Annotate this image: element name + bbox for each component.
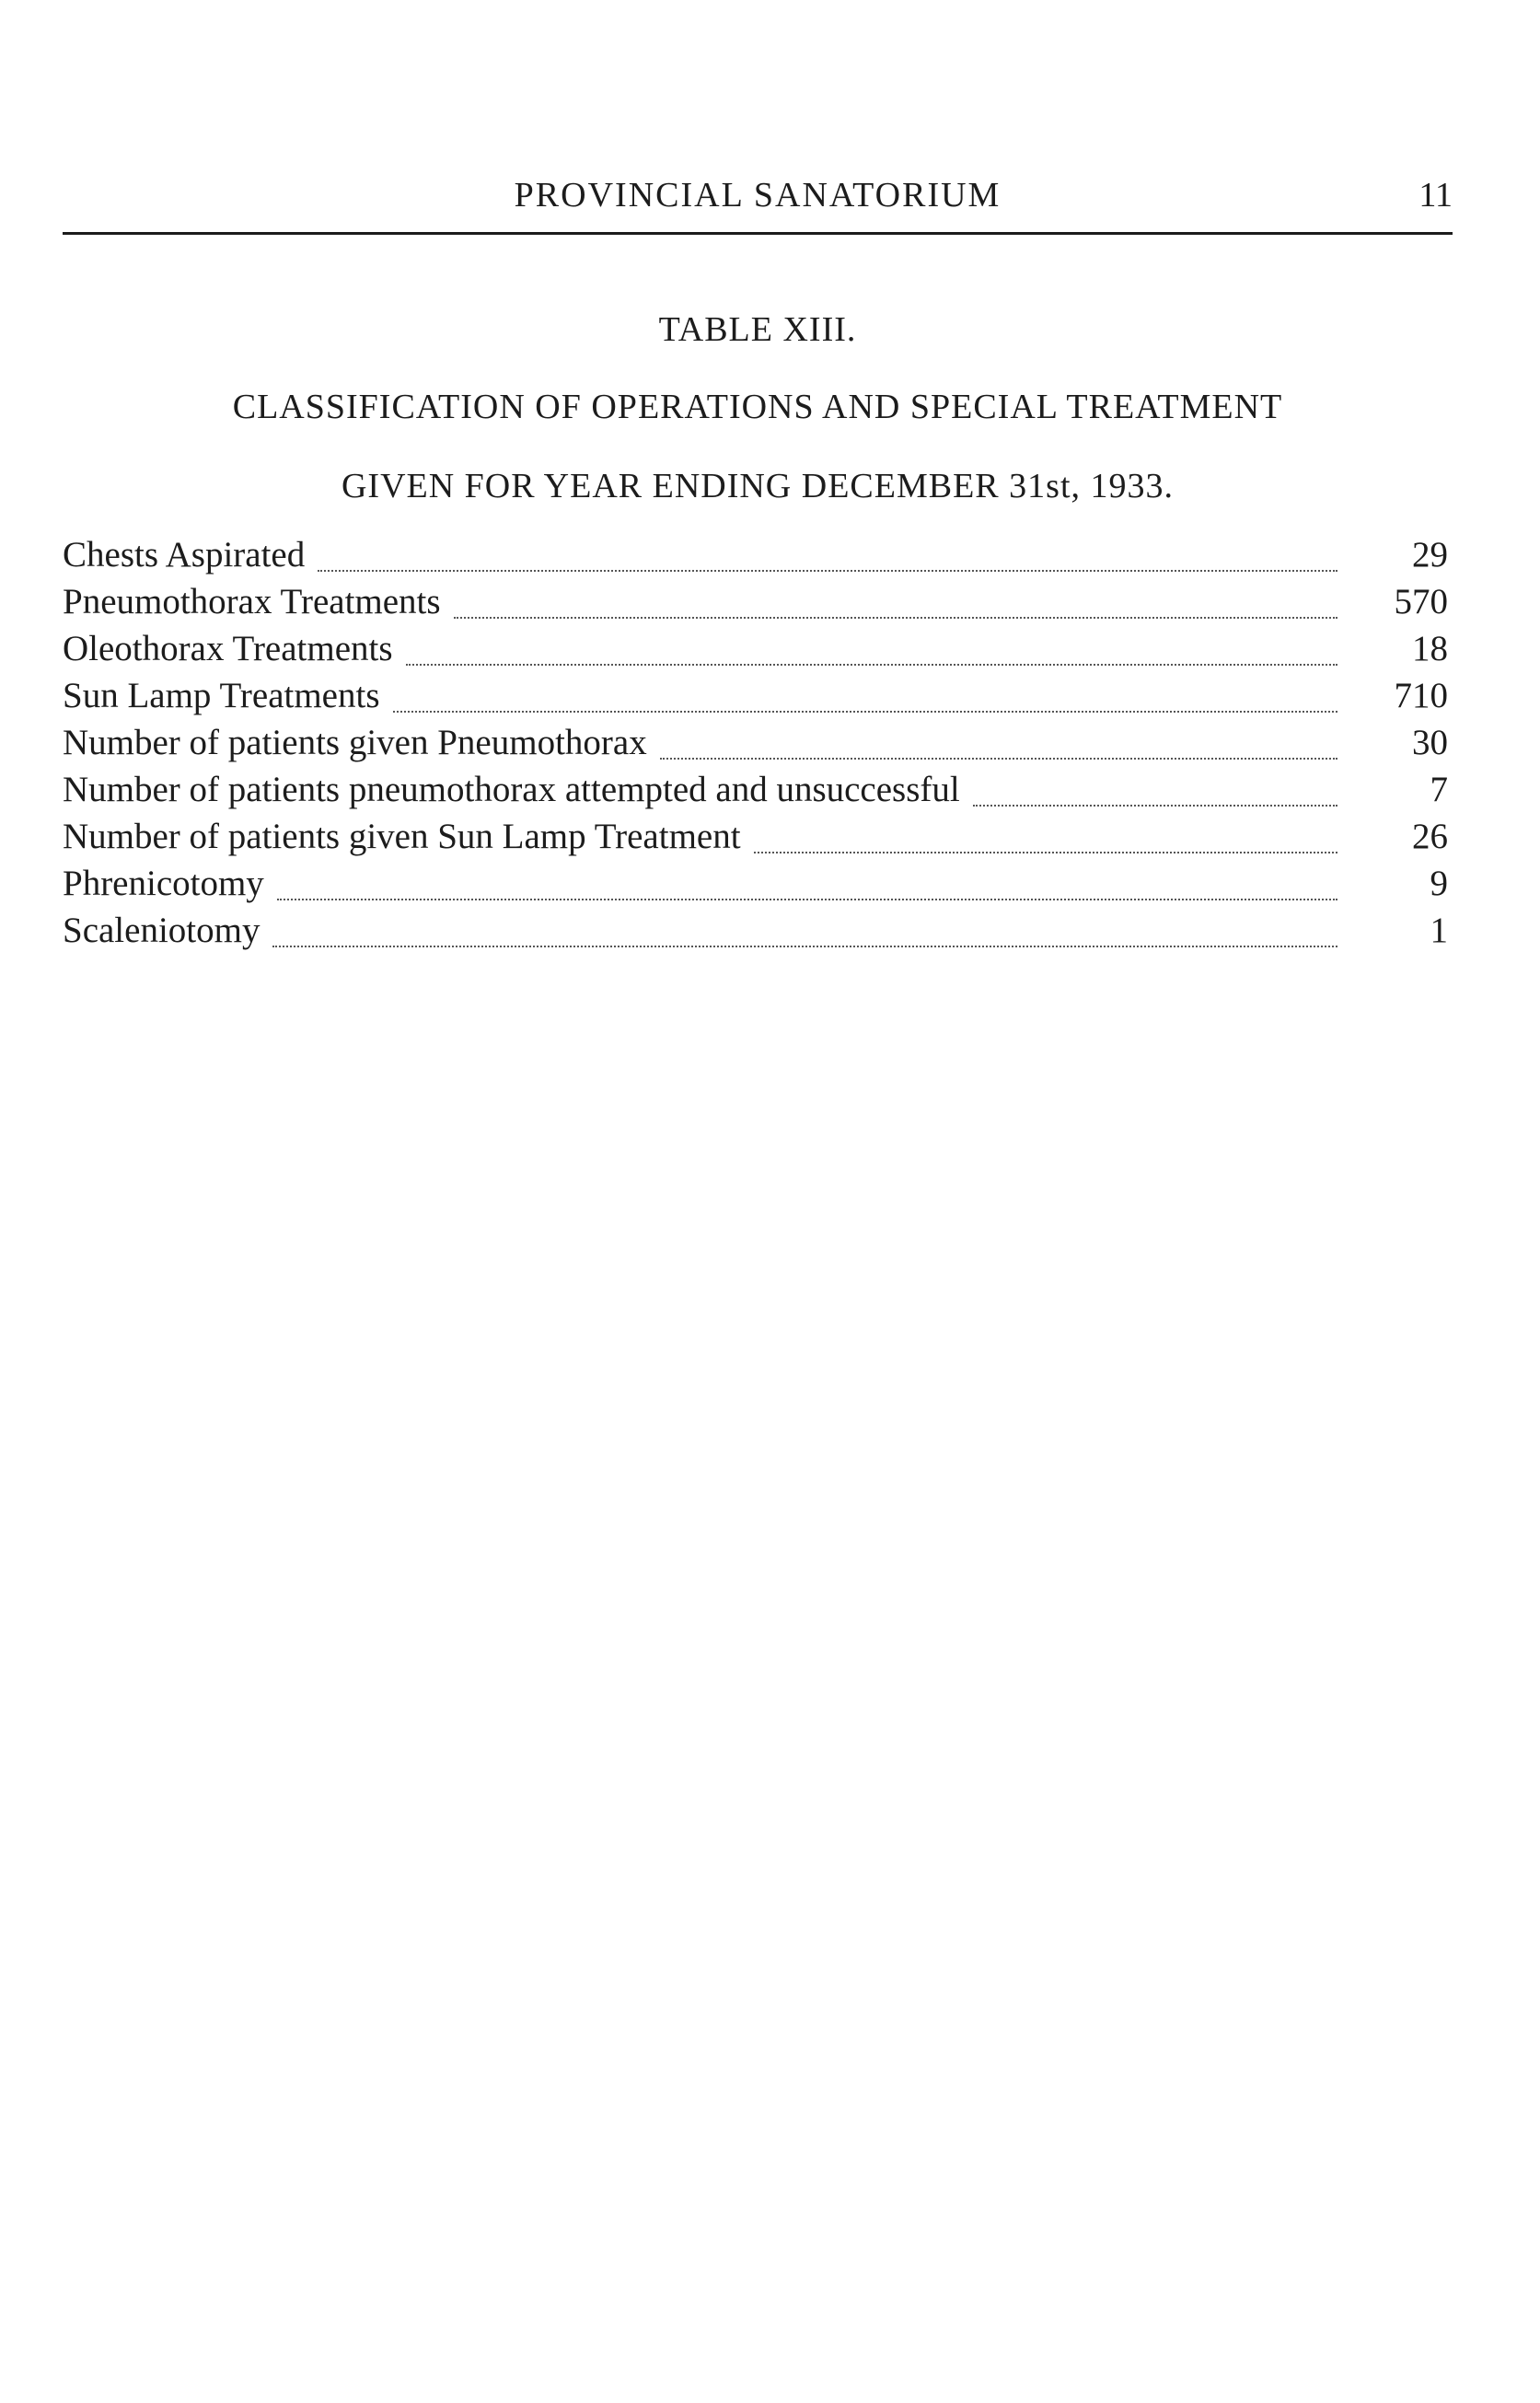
entry-value: 710	[1394, 676, 1448, 715]
running-head	[63, 175, 1453, 230]
list-item	[63, 863, 1448, 910]
list-item	[63, 581, 1448, 628]
entry-value: 26	[1412, 817, 1448, 856]
entry-value: 7	[1430, 770, 1448, 809]
entry-label: Phrenicotomy	[63, 864, 264, 903]
list-item	[63, 534, 1448, 581]
entry-label: Scaleniotomy	[63, 911, 261, 950]
treatment-list	[63, 534, 1448, 957]
dot-leader	[272, 946, 1337, 947]
entry-value: 29	[1412, 535, 1448, 575]
entry-label: Oleothorax Treatments	[63, 629, 393, 668]
list-item	[63, 769, 1448, 816]
list-item	[63, 675, 1448, 722]
entry-value: 570	[1394, 582, 1448, 621]
dot-leader	[973, 805, 1337, 807]
entry-label: Number of patients given Pneumothorax	[63, 723, 647, 762]
entry-label: Number of patients given Sun Lamp Treatment	[63, 817, 741, 856]
dot-leader	[454, 617, 1337, 619]
table-title: CLASSIFICATION OF OPERATIONS AND SPECIAL TREATMENT	[232, 388, 1283, 426]
entry-value: 9	[1430, 864, 1448, 903]
dot-leader	[660, 758, 1337, 760]
dot-leader	[393, 711, 1337, 713]
entry-label: Number of patients pneumothorax attempted and unsuccessful	[63, 770, 960, 809]
list-item	[63, 628, 1448, 675]
dot-leader	[277, 899, 1337, 900]
list-item	[63, 816, 1448, 863]
table-subtitle: GIVEN FOR YEAR ENDING DECEMBER 31st, 1933.	[341, 467, 1175, 505]
list-item	[63, 910, 1448, 957]
table-number: TABLE XIII.	[658, 310, 857, 349]
entry-label: Chests Aspirated	[63, 535, 306, 575]
entry-label: Pneumothorax Treatments	[63, 582, 441, 621]
entry-value: 1	[1430, 911, 1448, 950]
entry-value: 30	[1412, 723, 1448, 762]
entry-label: Sun Lamp Treatments	[63, 676, 380, 715]
entry-value: 18	[1412, 629, 1448, 668]
list-item	[63, 722, 1448, 769]
page-number: 11	[1418, 176, 1453, 215]
dot-leader	[318, 570, 1337, 572]
dot-leader	[406, 664, 1337, 666]
dot-leader	[754, 852, 1337, 853]
running-title: PROVINCIAL SANATORIUM	[514, 176, 1002, 215]
header-rule	[63, 232, 1453, 235]
